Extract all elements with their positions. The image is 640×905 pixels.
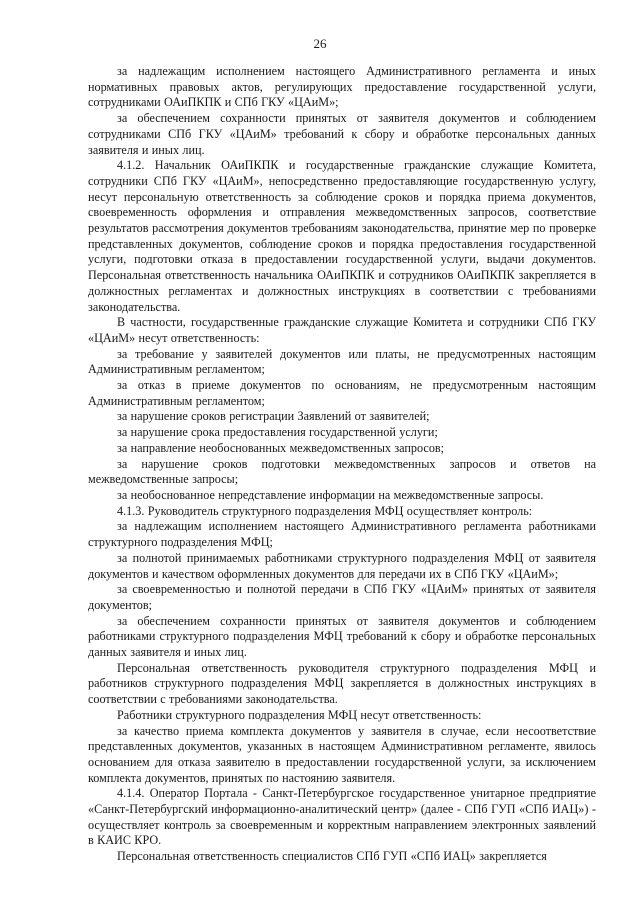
paragraph: за своевременностью и полнотой передачи в СПб ГКУ «ЦАиМ» принятых от заявителя документов;: [88, 582, 596, 612]
paragraph: за нарушение сроков регистрации Заявлений от заявителей;: [117, 409, 430, 424]
paragraph: за отказ в приеме документов по основаниям, не предусмотренным настоящим Административным регламентом;: [88, 378, 596, 408]
paragraph: Персональная ответственность специалистов СПб ГУП «СПб ИАЦ» закрепляется: [117, 849, 547, 864]
paragraph: за требование у заявителей документов или платы, не предусмотренных настоящим Административным регламентом;: [88, 346, 596, 377]
paragraph: за обеспечением сохранности принятых от заявителя документов и соблюдением работниками структурного подразделения МФЦ требований к сбору и обработке персональных данных заявителя и иных лиц.: [88, 613, 596, 660]
paragraph: за нарушение срока предоставления государственной услуги;: [117, 425, 438, 440]
paragraph: за надлежащим исполнением настоящего Административного регламента работниками структурного подразделения МФЦ;: [88, 519, 596, 550]
paragraph: 4.1.3. Руководитель структурного подразделения МФЦ осуществляет контроль:: [117, 503, 533, 518]
body-text: [88, 64, 596, 865]
paragraph: 4.1.4. Оператор Портала - Санкт-Петербургское государственное унитарное предприятие «Санкт-Петербургский информационно-аналитический центр» (далее - СПб ГУП «СПб ИАЦ») - осуществляет контроль за своевременным и корректным направлением электронных заявлений в КАИС КРО.: [88, 786, 596, 848]
paragraph: за надлежащим исполнением настоящего Административного регламента и иных нормативных правовых актов, регулирующих предоставление государственной услуги, сотрудниками ОАиПКПК и СПб ГКУ «ЦАиМ»;: [88, 64, 596, 110]
paragraph: за обеспечением сохранности принятых от заявителя документов и соблюдением сотрудниками СПб ГКУ «ЦАиМ» требований к сбору и обработке персональных данных заявителя и иных лиц.: [88, 111, 596, 157]
paragraph: за необоснованное непредставление информации на межведомственные запросы.: [117, 487, 544, 502]
paragraph: 4.1.2. Начальник ОАиПКПК и государственные гражданские служащие Комитета, сотрудники СПб ГКУ «ЦАиМ», непосредственно предоставляющие государственную услугу, несут персональную ответственность за соблюдение сроков и порядка приема документов, своевременность оформления и отправления межведомственных запросов, соответствие результатов рассмотрения документов требованиям законодательства, принятие мер по проверке представленных документов, соблюдение сроков и порядка предоставления государственной услуги, подготовки отказа в предоставлении государственной услуги, выдачи документов. Персональная ответственность начальника ОАиПКПК и сотрудников ОАиПКПК закрепляется в должностных регламентах и должностных инструкциях в соответствии с требованиями законодательства.: [88, 158, 596, 314]
paragraph: за направление необоснованных межведомственных запросов;: [117, 440, 445, 455]
page-number: 26: [313, 36, 327, 51]
paragraph: Работники структурного подразделения МФЦ несут ответственность:: [117, 707, 482, 722]
paragraph: за нарушение сроков подготовки межведомственных запросов и ответов на межведомственные запросы;: [88, 456, 596, 487]
paragraph: за качество приема комплекта документов у заявителя в случае, если несоответствие представленных документов, указанных в настоящем Административном регламенте, явилось основанием для отказа заявителю в предоставлении государственной услуги, за исключением комплекта документов, принятых по настоянию заявителя.: [88, 723, 596, 785]
paragraph: В частности, государственные гражданские служащие Комитета и сотрудники СПб ГКУ «ЦАиМ» несут ответственность:: [88, 315, 596, 345]
paragraph: Персональная ответственность руководителя структурного подразделения МФЦ и работников структурного подразделения МФЦ закрепляется в должностных инструкциях в соответствии с требованиями законодательства.: [88, 660, 596, 707]
paragraph: за полнотой принимаемых работниками структурного подразделения МФЦ от заявителя документов и качеством оформленных документов для передачи их в СПб ГКУ «ЦАиМ»;: [88, 550, 596, 581]
